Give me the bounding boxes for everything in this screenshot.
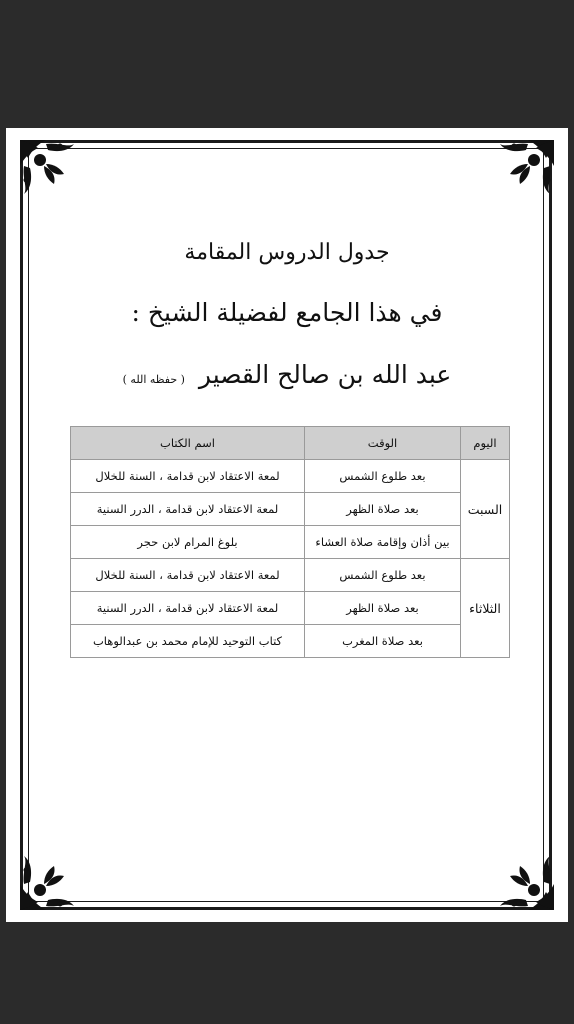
time-cell: بعد صلاة الظهر <box>305 493 461 526</box>
book-cell: لمعة الاعتقاد لابن قدامة ، السنة للخلال <box>71 460 305 493</box>
header-time: الوقت <box>305 427 461 460</box>
book-cell: لمعة الاعتقاد لابن قدامة ، السنة للخلال <box>71 559 305 592</box>
header-day: اليوم <box>461 427 510 460</box>
book-cell: لمعة الاعتقاد لابن قدامة ، الدرر السنية <box>71 493 305 526</box>
time-cell: بعد صلاة الظهر <box>305 592 461 625</box>
honorific: ( حفظه الله ) <box>122 373 185 386</box>
document-heading: جدول الدروس المقامة <box>184 240 390 265</box>
corner-ornament-icon <box>488 136 558 206</box>
sheikh-name-line <box>6 360 568 389</box>
header-book: اسم الكتاب <box>71 427 305 460</box>
book-cell: بلوغ المرام لابن حجر <box>71 526 305 559</box>
corner-ornament-icon <box>488 844 558 914</box>
corner-ornament-icon <box>16 844 86 914</box>
day-cell: السبت <box>461 460 510 559</box>
document-page <box>6 128 568 922</box>
time-cell: بعد طلوع الشمس <box>305 559 461 592</box>
table-row <box>71 559 510 592</box>
table-row <box>71 460 510 493</box>
time-cell: بعد طلوع الشمس <box>305 460 461 493</box>
lessons-schedule-table <box>70 426 510 658</box>
corner-ornament-icon <box>16 136 86 206</box>
book-cell: كتاب التوحيد للإمام محمد بن عبدالوهاب <box>71 625 305 658</box>
table-row <box>71 625 510 658</box>
sheikh-name: عبد الله بن صالح القصير <box>198 360 452 389</box>
table-row <box>71 493 510 526</box>
table-row <box>71 592 510 625</box>
table-row <box>71 526 510 559</box>
time-cell: بعد صلاة المغرب <box>305 625 461 658</box>
document-subheading: في هذا الجامع لفضيلة الشيخ : <box>131 298 443 327</box>
table-header-row <box>71 427 510 460</box>
day-cell: الثلاثاء <box>461 559 510 658</box>
time-cell: بين أذان وإقامة صلاة العشاء <box>305 526 461 559</box>
book-cell: لمعة الاعتقاد لابن قدامة ، الدرر السنية <box>71 592 305 625</box>
